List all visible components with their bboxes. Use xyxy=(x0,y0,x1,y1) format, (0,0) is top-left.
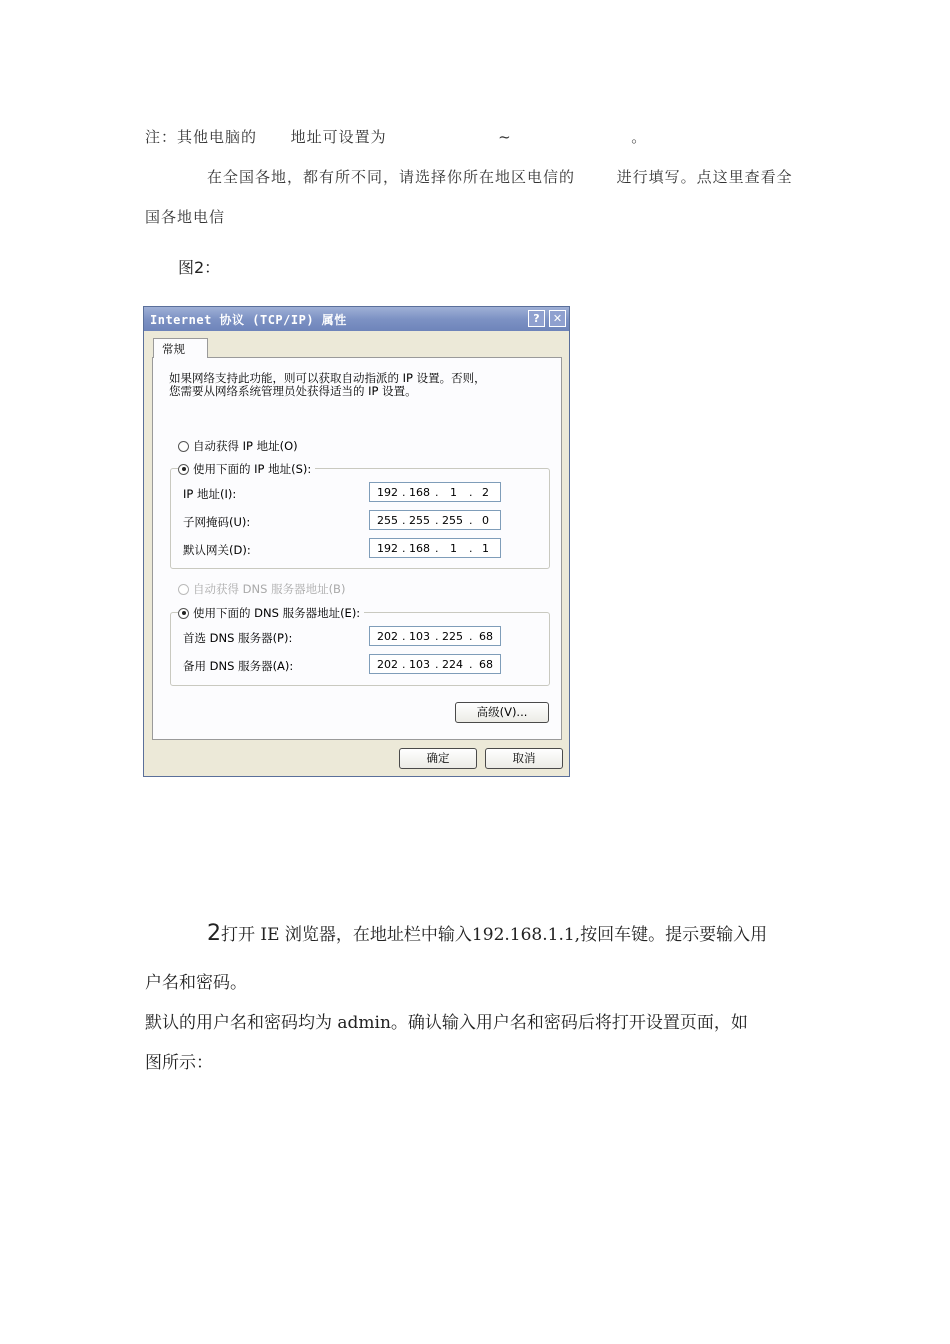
tcpip-properties-dialog xyxy=(143,306,570,777)
description-line-2: 您需要从网络系统管理员处获得适当的 IP 设置。 xyxy=(169,384,417,398)
manual-dns-label: 使用下面的 DNS 服务器地址(E): xyxy=(193,606,361,620)
auto-dns-radio[interactable] xyxy=(178,584,189,595)
manual-ip-option[interactable] xyxy=(178,461,315,477)
cancel-button[interactable]: 取消 xyxy=(485,748,563,769)
ip-address-label: IP 地址(I): xyxy=(183,487,237,501)
advanced-button[interactable]: 高级(V)... xyxy=(455,702,549,723)
description-line-1: 如果网络支持此功能，则可以获取自动指派的 IP 设置。否则， xyxy=(169,371,486,385)
description xyxy=(169,372,486,398)
ok-button[interactable]: 确定 xyxy=(399,748,477,769)
dns1-octet-3: 225 xyxy=(442,630,463,643)
preferred-dns-label: 首选 DNS 服务器(P): xyxy=(183,631,293,645)
step2-line-1 xyxy=(207,920,767,946)
dialog-title: Internet 协议 (TCP/IP) 属性 xyxy=(150,313,347,327)
alternate-dns-field[interactable]: 202 . 103 . 224 . 68 xyxy=(369,654,501,674)
dns1-octet-2: 103 xyxy=(409,630,430,643)
auto-ip-radio[interactable] xyxy=(178,441,189,452)
dns1-octet-1: 202 xyxy=(377,630,398,643)
gateway-octet-3: 1 xyxy=(450,542,457,555)
auto-ip-label: 自动获得 IP 地址(O) xyxy=(193,439,298,453)
manual-dns-option[interactable] xyxy=(178,605,364,621)
note-mid: 地址可设置为 xyxy=(290,128,387,146)
gateway-octet-4: 1 xyxy=(482,542,489,555)
ip-octet-1: 192 xyxy=(377,486,398,499)
paragraph-part-a: 在全国各地，都有所不同，请选择你所在地区电信的 xyxy=(207,168,576,186)
paragraph-line-2: 国各地电信 xyxy=(145,208,226,226)
note-prefix: 注：其他电脑的 xyxy=(145,128,258,146)
auto-dns-option[interactable] xyxy=(178,581,345,597)
mask-octet-2: 255 xyxy=(409,514,430,527)
step2-line-2: 户名和密码。 xyxy=(145,973,247,993)
dns2-octet-3: 224 xyxy=(442,658,463,671)
mask-octet-3: 255 xyxy=(442,514,463,527)
alternate-dns-label: 备用 DNS 服务器(A): xyxy=(183,659,294,673)
figure-label: 图2： xyxy=(178,258,221,277)
dns2-octet-4: 68 xyxy=(479,658,493,671)
general-panel xyxy=(152,357,562,740)
note-line xyxy=(145,126,647,147)
auto-ip-option[interactable] xyxy=(178,438,298,454)
dns2-octet-1: 202 xyxy=(377,658,398,671)
gateway-octet-2: 168 xyxy=(409,542,430,555)
help-button[interactable]: ? xyxy=(528,310,545,327)
paragraph-line xyxy=(207,166,793,187)
dns2-octet-2: 103 xyxy=(409,658,430,671)
gateway-field[interactable]: 192 . 168 . 1 . 1 xyxy=(369,538,501,558)
gateway-octet-1: 192 xyxy=(377,542,398,555)
ip-octet-2: 168 xyxy=(409,486,430,499)
close-button[interactable]: ✕ xyxy=(549,310,566,327)
paragraph-part-b: 进行填写。点这里查看全 xyxy=(616,168,793,186)
dns-group xyxy=(170,612,550,686)
gateway-label: 默认网关(D): xyxy=(183,543,251,557)
note-end: 。 xyxy=(631,128,648,146)
dns1-octet-4: 68 xyxy=(479,630,493,643)
step-number: 2 xyxy=(207,921,221,946)
preferred-dns-field[interactable]: 202 . 103 . 225 . 68 xyxy=(369,626,501,646)
manual-ip-radio[interactable] xyxy=(178,464,189,475)
subnet-mask-field[interactable]: 255 . 255 . 255 . 0 xyxy=(369,510,501,530)
mask-octet-4: 0 xyxy=(482,514,489,527)
step2-line-3: 默认的用户名和密码均为 admin。确认输入用户名和密码后将打开设置页面，如 xyxy=(145,1013,748,1033)
auto-dns-label: 自动获得 DNS 服务器地址(B) xyxy=(193,582,346,596)
subnet-mask-label: 子网掩码(U): xyxy=(183,515,251,529)
ip-octet-3: 1 xyxy=(450,486,457,499)
mask-octet-1: 255 xyxy=(377,514,398,527)
step2-line-4: 图所示： xyxy=(145,1053,213,1073)
ip-octet-4: 2 xyxy=(482,486,489,499)
manual-dns-radio[interactable] xyxy=(178,608,189,619)
manual-ip-label: 使用下面的 IP 地址(S): xyxy=(193,462,312,476)
ip-address-field[interactable]: 192 . 168 . 1 . 2 xyxy=(369,482,501,502)
title-bar xyxy=(144,307,569,331)
note-tilde: ~ xyxy=(498,128,512,146)
tab-general[interactable]: 常规 xyxy=(153,338,208,358)
step2-text-1: 打开 IE 浏览器，在地址栏中输入192.168.1.1,按回车键。提示要输入用 xyxy=(221,925,768,945)
